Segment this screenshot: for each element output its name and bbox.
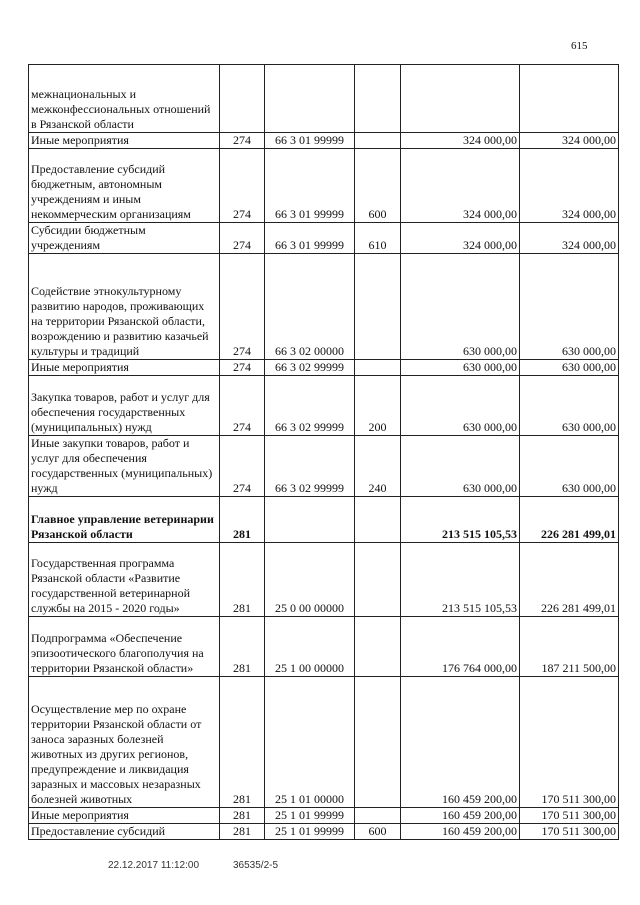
row-code: 281 (220, 677, 265, 808)
row-code: 274 (220, 254, 265, 360)
row-expense-type: 600 (355, 824, 401, 840)
budget-table (28, 64, 619, 840)
row-code (220, 65, 265, 133)
page-number: 615 (571, 40, 588, 52)
row-target-article: 66 3 02 99999 (265, 436, 355, 497)
table-row (29, 254, 619, 360)
row-target-article: 25 0 00 00000 (265, 543, 355, 617)
row-name: Предоставление субсидий бюджетным, автономным учреждениям и иным некоммерческим организациям (29, 149, 220, 223)
row-expense-type (355, 808, 401, 824)
row-expense-type: 240 (355, 436, 401, 497)
row-code: 281 (220, 824, 265, 840)
row-amount-second: 630 000,00 (520, 360, 619, 376)
row-amount-second: 324 000,00 (520, 223, 619, 254)
table-row (29, 543, 619, 617)
table-row (29, 223, 619, 254)
row-expense-type (355, 65, 401, 133)
row-amount-second: 170 511 300,00 (520, 824, 619, 840)
row-amount-first: 324 000,00 (401, 149, 520, 223)
row-amount-first: 160 459 200,00 (401, 808, 520, 824)
table-row (29, 808, 619, 824)
row-name: Закупка товаров, работ и услуг для обеспечения государственных (муниципальных) нужд (29, 376, 220, 436)
row-amount-second: 226 281 499,01 (520, 543, 619, 617)
row-name: Содействие этнокультурному развитию народов, проживающих на территории Рязанской области, возрождению и развитию казачьей культуры и традиций (29, 254, 220, 360)
row-code: 281 (220, 497, 265, 543)
row-amount-first: 630 000,00 (401, 436, 520, 497)
row-code: 274 (220, 376, 265, 436)
row-target-article: 25 1 01 99999 (265, 824, 355, 840)
table-row (29, 677, 619, 808)
row-amount-first: 630 000,00 (401, 360, 520, 376)
row-amount-second (520, 65, 619, 133)
row-amount-second: 170 511 300,00 (520, 677, 619, 808)
row-amount-second: 187 211 500,00 (520, 617, 619, 677)
row-amount-first: 176 764 000,00 (401, 617, 520, 677)
row-target-article: 66 3 02 99999 (265, 376, 355, 436)
row-name: Подпрограмма «Обеспечение эпизоотического благополучия на территории Рязанской области» (29, 617, 220, 677)
row-name: межнациональных и межконфессиональных отношений в Рязанской области (29, 65, 220, 133)
row-amount-second: 324 000,00 (520, 133, 619, 149)
row-code: 274 (220, 149, 265, 223)
footer-doc-id: 36535/2-5 (233, 860, 279, 871)
row-expense-type (355, 677, 401, 808)
row-amount-first: 160 459 200,00 (401, 677, 520, 808)
row-name: Осуществление мер по охране территории Рязанской области от заноса заразных болезней животных из других регионов, предупреждение и ликвидация заразных и массовых незаразных болезней животных (29, 677, 220, 808)
row-expense-type (355, 497, 401, 543)
row-amount-second: 630 000,00 (520, 436, 619, 497)
row-expense-type: 610 (355, 223, 401, 254)
row-amount-first: 630 000,00 (401, 376, 520, 436)
row-target-article: 66 3 02 00000 (265, 254, 355, 360)
row-amount-second: 170 511 300,00 (520, 808, 619, 824)
row-target-article: 66 3 01 99999 (265, 133, 355, 149)
row-amount-first: 160 459 200,00 (401, 824, 520, 840)
row-amount-first (401, 65, 520, 133)
row-target-article: 25 1 01 00000 (265, 677, 355, 808)
row-target-article: 66 3 01 99999 (265, 223, 355, 254)
row-name: Предоставление субсидий (29, 824, 220, 840)
row-name: Иные мероприятия (29, 808, 220, 824)
row-name: Главное управление ветеринарии Рязанской области (29, 497, 220, 543)
row-expense-type: 200 (355, 376, 401, 436)
row-amount-first: 324 000,00 (401, 223, 520, 254)
row-expense-type: 600 (355, 149, 401, 223)
table-row (29, 436, 619, 497)
row-amount-second: 630 000,00 (520, 254, 619, 360)
row-code: 274 (220, 436, 265, 497)
table-row (29, 360, 619, 376)
row-amount-first: 213 515 105,53 (401, 497, 520, 543)
row-code: 274 (220, 360, 265, 376)
row-code: 274 (220, 223, 265, 254)
row-name: Иные мероприятия (29, 360, 220, 376)
row-amount-first: 213 515 105,53 (401, 543, 520, 617)
table-row (29, 149, 619, 223)
row-name: Субсидии бюджетным учреждениям (29, 223, 220, 254)
table-row (29, 133, 619, 149)
row-amount-first: 324 000,00 (401, 133, 520, 149)
row-amount-second: 324 000,00 (520, 149, 619, 223)
row-expense-type (355, 617, 401, 677)
footer-datetime: 22.12.2017 11:12:00 (108, 860, 200, 871)
row-amount-first: 630 000,00 (401, 254, 520, 360)
table-row (29, 824, 619, 840)
row-name: Иные мероприятия (29, 133, 220, 149)
table-row (29, 376, 619, 436)
row-code: 281 (220, 543, 265, 617)
row-target-article (265, 65, 355, 133)
table-row (29, 617, 619, 677)
table-row (29, 497, 619, 543)
row-code: 281 (220, 808, 265, 824)
table-row (29, 65, 619, 133)
row-amount-second: 630 000,00 (520, 376, 619, 436)
row-target-article: 66 3 02 99999 (265, 360, 355, 376)
row-target-article: 25 1 00 00000 (265, 617, 355, 677)
row-target-article (265, 497, 355, 543)
row-name: Государственная программа Рязанской области «Развитие государственной ветеринарной службы на 2015 - 2020 годы» (29, 543, 220, 617)
row-expense-type (355, 254, 401, 360)
row-expense-type (355, 133, 401, 149)
row-code: 274 (220, 133, 265, 149)
row-target-article: 25 1 01 99999 (265, 808, 355, 824)
row-expense-type (355, 360, 401, 376)
row-code: 281 (220, 617, 265, 677)
row-expense-type (355, 543, 401, 617)
row-target-article: 66 3 01 99999 (265, 149, 355, 223)
row-amount-second: 226 281 499,01 (520, 497, 619, 543)
row-name: Иные закупки товаров, работ и услуг для обеспечения государственных (муниципальных) нужд (29, 436, 220, 497)
